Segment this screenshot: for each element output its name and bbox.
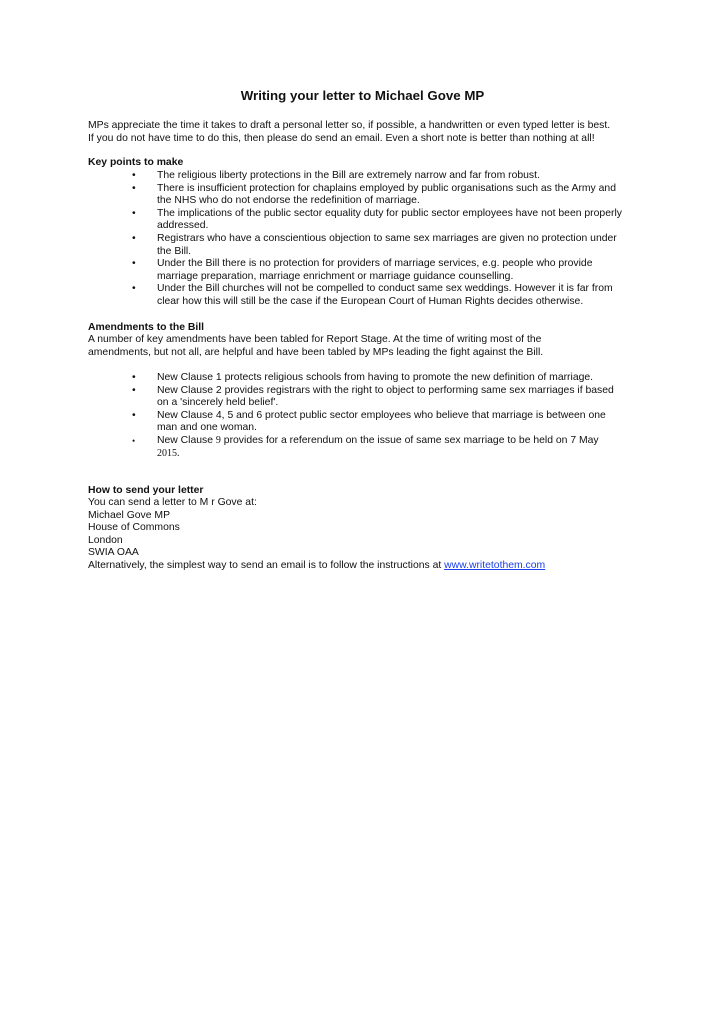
list-item-text: man and one woman. (157, 422, 257, 434)
address-line: SWIA OAA (88, 547, 139, 559)
list-item (88, 283, 648, 308)
amendments-line: A number of key amendments have been tabled for Report Stage. At the time of writing most of the (88, 334, 542, 345)
list-item-text-part: provides for a referendum on the issue of same sex marriage to be held on 7 May (220, 434, 599, 446)
list-item-text: on a 'sincerely held belief'. (157, 397, 279, 409)
key-points-heading: Key points to make (88, 157, 184, 168)
bullet-icon: • (132, 384, 136, 396)
bullet-icon: • (132, 258, 136, 270)
amendments-heading: Amendments to the Bill (88, 322, 205, 333)
list-item (88, 410, 648, 435)
list-item-text: marriage preparation, marriage enrichment or marriage guidance counselling. (157, 270, 514, 282)
list-item-text: New Clause 1 protects religious schools from having to promote the new definition of marriage. (157, 372, 594, 383)
bullet-icon: • (132, 170, 136, 181)
list-item-text: Registrars who have a conscientious objection to same sex marriages are given no protection under (157, 232, 617, 244)
alternative-line (88, 560, 648, 573)
bullet-icon: • (132, 435, 136, 446)
key-points-list (88, 170, 648, 309)
bullet-icon: • (132, 283, 136, 295)
intro-paragraph (88, 120, 648, 145)
list-item-text: There is insufficient protection for chaplains employed by public organisations such as the Army and (157, 182, 616, 194)
list-item (88, 208, 648, 233)
list-item (88, 435, 648, 460)
address-line: Michael Gove MP (88, 509, 170, 521)
list-item-text: 2015. (157, 447, 180, 459)
list-item-text: The implications of the public sector equality duty for public sector employees have not been properly (157, 207, 622, 219)
list-item-text: addressed. (157, 220, 209, 232)
intro-line: If you do not have time to do this, then please do send an email. Even a short note is better than nothing at all! (88, 132, 595, 144)
writetothem-link[interactable]: www.writetothem.com (444, 559, 546, 571)
list-item (88, 385, 648, 410)
list-item-text: the Bill. (157, 245, 192, 257)
intro-line: MPs appreciate the time it takes to draft a personal letter so, if possible, a handwritten or even typed letter is best. (88, 120, 611, 131)
list-item-text: New Clause 4, 5 and 6 protect public sector employees who believe that marriage is between one (157, 409, 606, 421)
bullet-icon: • (132, 232, 136, 244)
list-item-text: Under the Bill churches will not be compelled to conduct same sex weddings. However it is far from (157, 283, 613, 295)
how-to-send-intro: You can send a letter to M r Gove at: (88, 497, 257, 508)
list-item-text: New Clause 2 provides registrars with the right to object to performing same sex marriages if based (157, 384, 614, 396)
list-item-text: clear how this will still be the case if the European Court of Human Rights decides otherwise. (157, 295, 584, 307)
list-item (88, 233, 648, 258)
page-title: Writing your letter to Michael Gove MP (240, 88, 485, 103)
address-line: London (88, 534, 123, 546)
list-item-text-part: New Clause (157, 434, 216, 446)
list-item-text: Under the Bill there is no protection for providers of marriage services, e.g. people who provide (157, 258, 593, 270)
bullet-icon: • (132, 372, 136, 383)
amendments-paragraph (88, 334, 648, 359)
how-to-send-section (88, 497, 648, 573)
list-item (88, 170, 648, 183)
how-to-send-heading: How to send your letter (88, 485, 204, 496)
bullet-icon: • (132, 182, 136, 194)
list-item (88, 183, 648, 208)
bullet-icon: • (132, 207, 136, 219)
clause-number: 9 (215, 434, 221, 446)
list-item-text (157, 435, 648, 448)
alternative-text: Alternatively, the simplest way to send an email is to follow the instructions at (88, 559, 445, 571)
amendments-list (88, 372, 648, 460)
list-item (88, 258, 648, 283)
address-line: House of Commons (88, 522, 180, 534)
list-item (88, 372, 648, 385)
amendments-line: amendments, but not all, are helpful and have been tabled by MPs leading the fight against the Bill. (88, 346, 544, 358)
list-item-text: the NHS who do not endorse the redefinition of marriage. (157, 195, 420, 207)
bullet-icon: • (132, 409, 136, 421)
list-item-text: The religious liberty protections in the Bill are extremely narrow and far from robust. (157, 170, 540, 181)
